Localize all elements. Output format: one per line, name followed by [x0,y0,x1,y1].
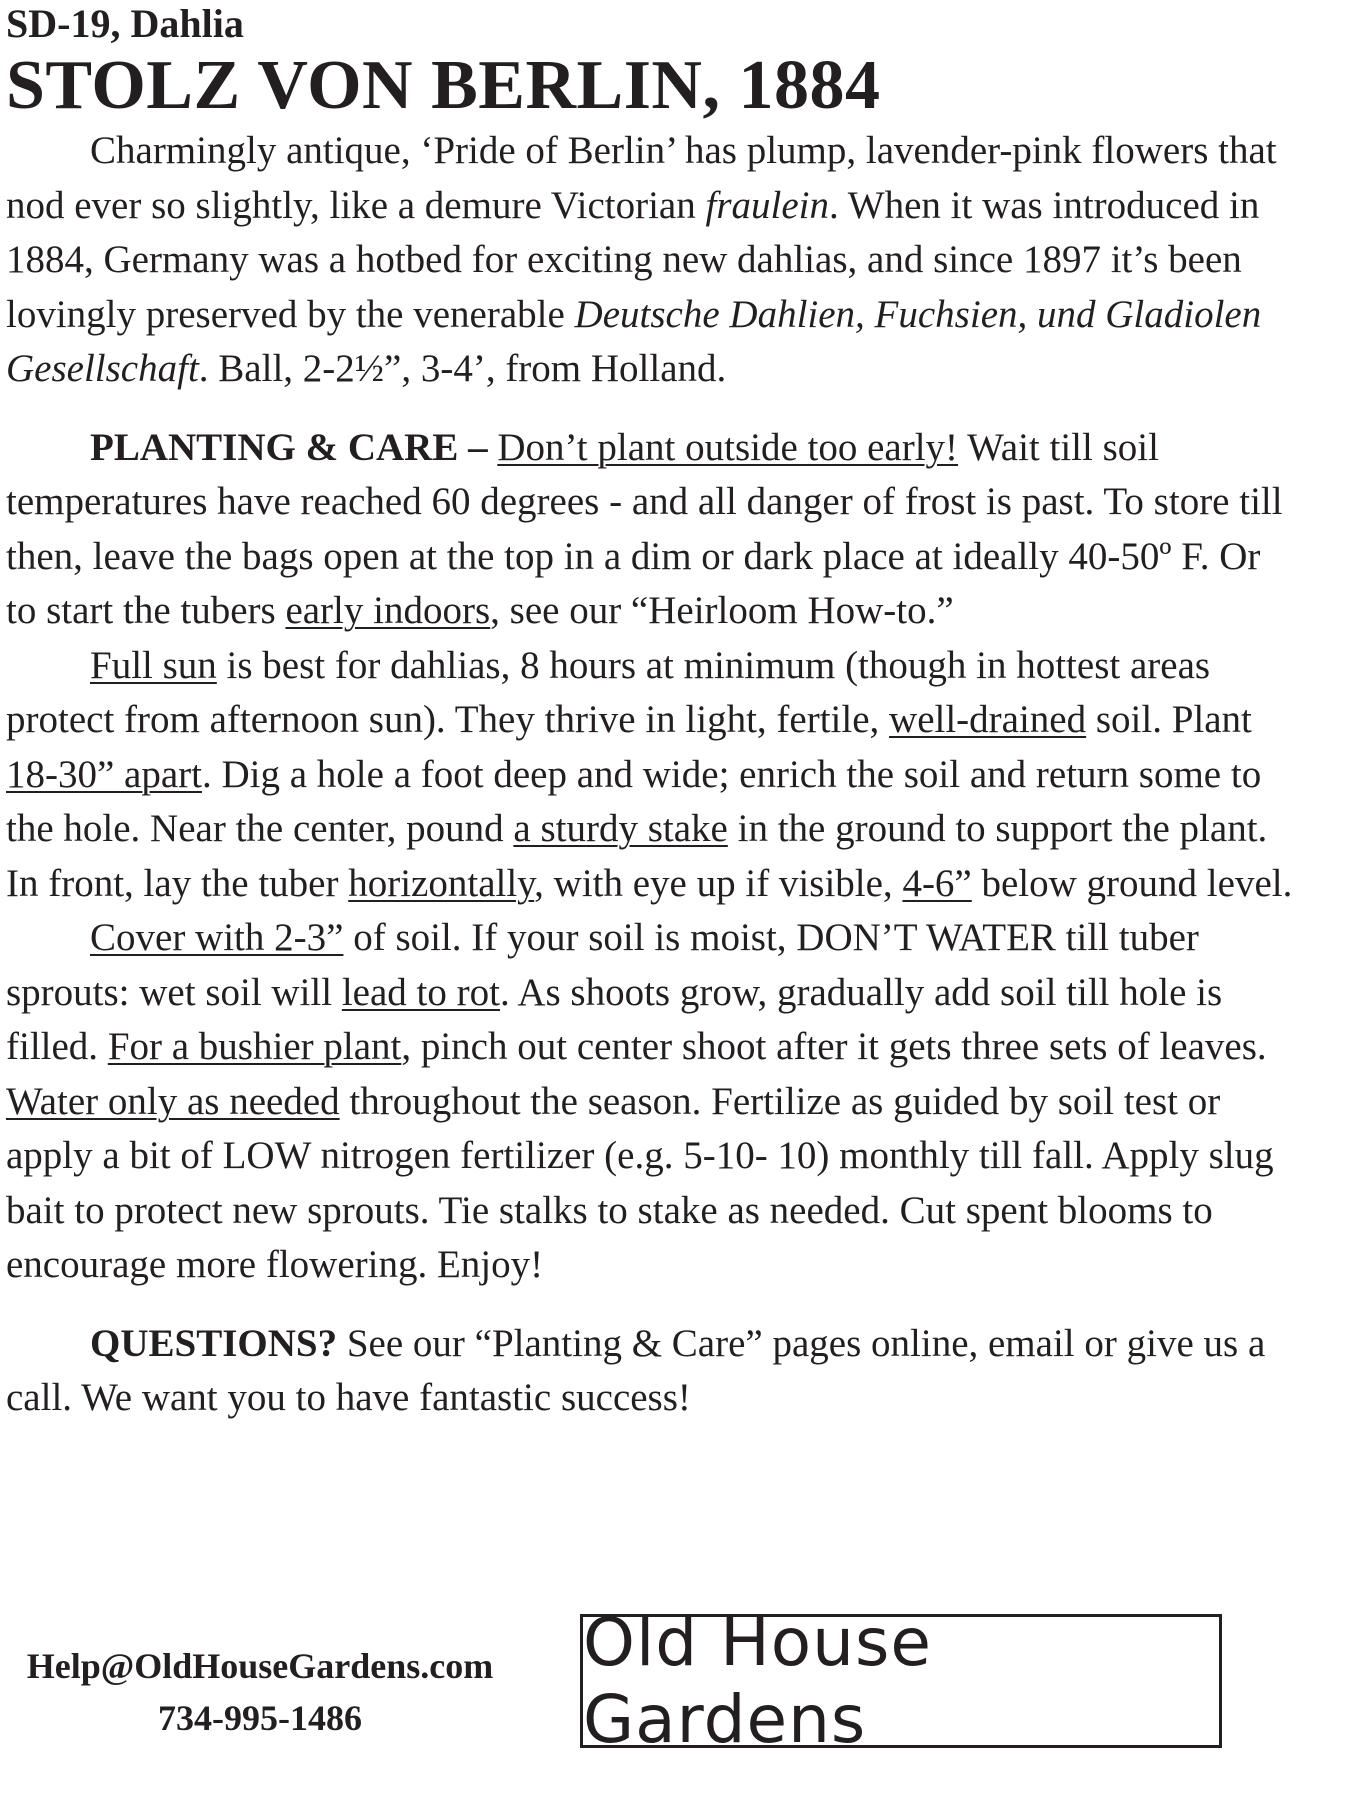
sun-text: is best for dahlias, 8 hours at minimum (though in hottest areas protect from afternoon sun). They thrive in light, fertile, [6,643,1211,741]
sun-underlined: Full sun [90,643,217,687]
cover-paragraph [6,911,1296,1293]
planting-text: , see our “Heirloom How-to.” [490,589,954,632]
sun-underlined: 18-30” apart [6,752,202,796]
cover-underlined: Water only as needed [6,1079,340,1123]
description-italic-term: fraulein [705,183,829,227]
society-name: Deutsche Dahlien, Fuchsien, und Gladiolen Gesellschaft [6,292,1262,390]
paragraph-gap [6,397,1296,421]
cover-underlined: lead to rot [341,970,500,1014]
cover-text: of soil. If your soil is moist, DON’T WATER till tuber sprouts: wet soil will [6,916,1199,1014]
cover-text: , pinch out center shoot after it gets three sets of leaves. [401,1025,1267,1068]
sun-text: , with eye up if visible, [534,861,903,905]
description-text: . Ball, 2-2½”, 3-4’, from Holland. [198,347,727,390]
planting-warning: Don’t plant outside too early! [497,425,959,469]
sun-underlined: a sturdy stake [513,807,728,850]
sun-text: soil. Plant [1086,698,1252,741]
product-code: SD-19, Dahlia [6,1,244,46]
paragraph-gap [6,1293,1296,1317]
questions-heading: QUESTIONS? [90,1321,338,1365]
questions-paragraph [6,1317,1296,1426]
sun-underlined: 4-6” [902,861,972,905]
cover-text: . As shoots grow, gradually add soil till hole is filled. [6,970,1223,1068]
sun-underlined: horizontally [348,861,535,905]
planting-underlined: early indoors [285,589,491,632]
page-title: STOLZ VON BERLIN, 1884 [6,47,881,124]
sun-underlined: well-drained [889,698,1087,741]
cover-text: throughout the season. Fertilize as guided by soil test or apply a bit of LOW nitrogen fertilizer (e.g. 5-10- 10) monthly till fall. Apply slug bait to protect new sprouts. Tie stalks to stake as needed. Cut spent blooms to encourage more flowering. Enjoy! [6,1079,1274,1286]
cover-underlined: For a bushier plant [107,1025,402,1068]
planting-paragraph [6,421,1296,639]
description-text: . When it was introduced in 1884, Germany was a hotbed for exciting new dahlias, and since 1897 it’s been lovingly preserved by the venerable [6,183,1260,336]
logo-text: Old House Gardens [583,1604,932,1758]
description-text: Charmingly antique, ‘Pride of Berlin’ has plump, lavender-pink flowers that nod ever so slightly, like a demure Victorian [6,129,1277,227]
sun-text: in the ground to support the plant. In front, lay the tuber [6,807,1268,905]
email-address: Help@OldHouseGardens.com [26,1646,494,1686]
planting-text: Wait till soil temperatures have reached 60 degrees - and all danger of frost is past. To store till then, leave the bags open at the top in a dim or dark place at ideally 40-50º F. Or to start the tubers [6,425,1283,632]
description-paragraph [6,124,1296,397]
cover-underlined: Cover with 2-3” [90,916,344,959]
sun-text: . Dig a hole a foot deep and wide; enrich the soil and return some to the hole. Near the center, pound [6,752,1262,850]
sun-paragraph [6,639,1296,912]
contact-block [10,1640,510,1744]
questions-text: See our “Planting & Care” pages online, email or give us a call. We want you to have fantastic success! [6,1321,1266,1419]
sun-text: below ground level. [971,861,1293,905]
document-page [6,0,1296,1426]
phone-number: 734-995-1486 [158,1698,362,1738]
brand-logo [580,1604,1222,1758]
planting-heading: PLANTING & CARE – [90,425,488,469]
